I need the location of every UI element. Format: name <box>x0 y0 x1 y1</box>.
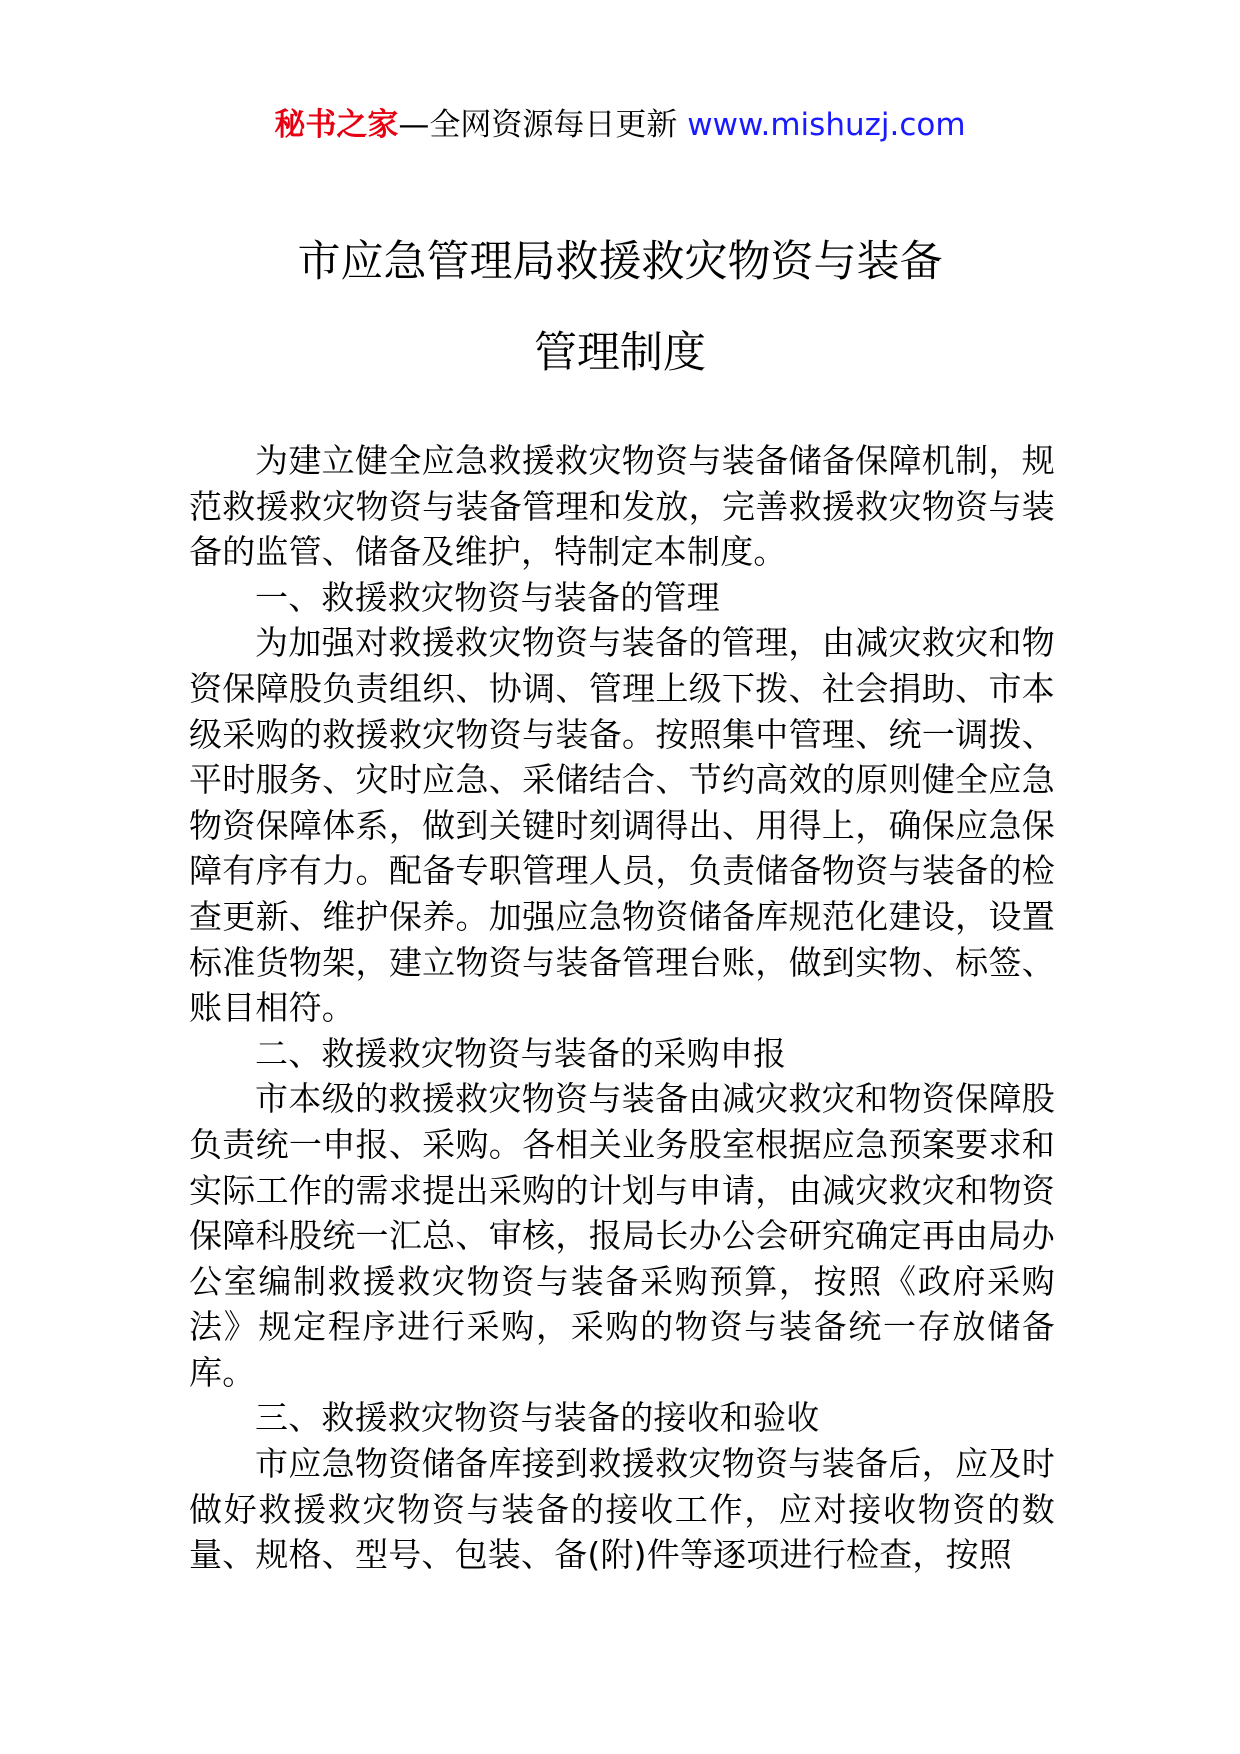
intro-paragraph: 为建立健全应急救援救灾物资与装备储备保障机制，规范救援救灾物资与装备管理和发放，完善救援救灾物资与装备的监管、储备及维护，特制定本制度。 <box>189 441 1055 572</box>
section-heading-3: 三、救援救灾物资与装备的接收和验收 <box>255 1398 820 1438</box>
document-body <box>189 438 1055 1578</box>
section-paragraph-2: 市本级的救援救灾物资与装备由减灾救灾和物资保障股负责统一申报、采购。各相关业务股室根据应急预案要求和实际工作的需求提出采购的计划与申请，由减灾救灾和物资保障科股统一汇总、审核，报局长办公会研究确定再由局办公室编制救援救灾物资与装备采购预算，按照《政府采购法》规定程序进行采购，采购的物资与装备统一存放储备库。 <box>189 1079 1055 1392</box>
section-paragraph-3: 市应急物资储备库接到救援救灾物资与装备后，应及时做好救援救灾物资与装备的接收工作，应对接收物资的数量、规格、型号、包装、备(附)件等逐项进行检查，按照 <box>189 1444 1055 1575</box>
brand-name: 秘书之家 <box>274 107 399 143</box>
section-heading-1: 一、救援救灾物资与装备的管理 <box>255 577 720 617</box>
section-heading-2: 二、救援救灾物资与装备的采购申报 <box>255 1033 787 1073</box>
header-slogan: —全网资源每日更新 <box>398 107 678 143</box>
document-title-line-1: 市应急管理局救援救灾物资与装备 <box>297 237 943 287</box>
site-url-link[interactable]: www.mishuzj.com <box>687 107 966 143</box>
section-paragraph-1: 为加强对救援救灾物资与装备的管理，由减灾救灾和物资保障股负责组织、协调、管理上级下拨、社会捐助、市本级采购的救援救灾物资与装备。按照集中管理、统一调拨、平时服务、灾时应急、采储结合、节约高效的原则健全应急物资保障体系，做到关键时刻调得出、用得上，确保应急保障有序有力。配备专职管理人员，负责储备物资与装备的检查更新、维护保养。加强应急物资储备库规范化建设，设置标准货物架，建立物资与装备管理台账，做到实物、标签、账目相符。 <box>189 623 1055 1028</box>
document-title-line-2: 管理制度 <box>534 328 706 378</box>
site-header <box>0 100 1240 150</box>
